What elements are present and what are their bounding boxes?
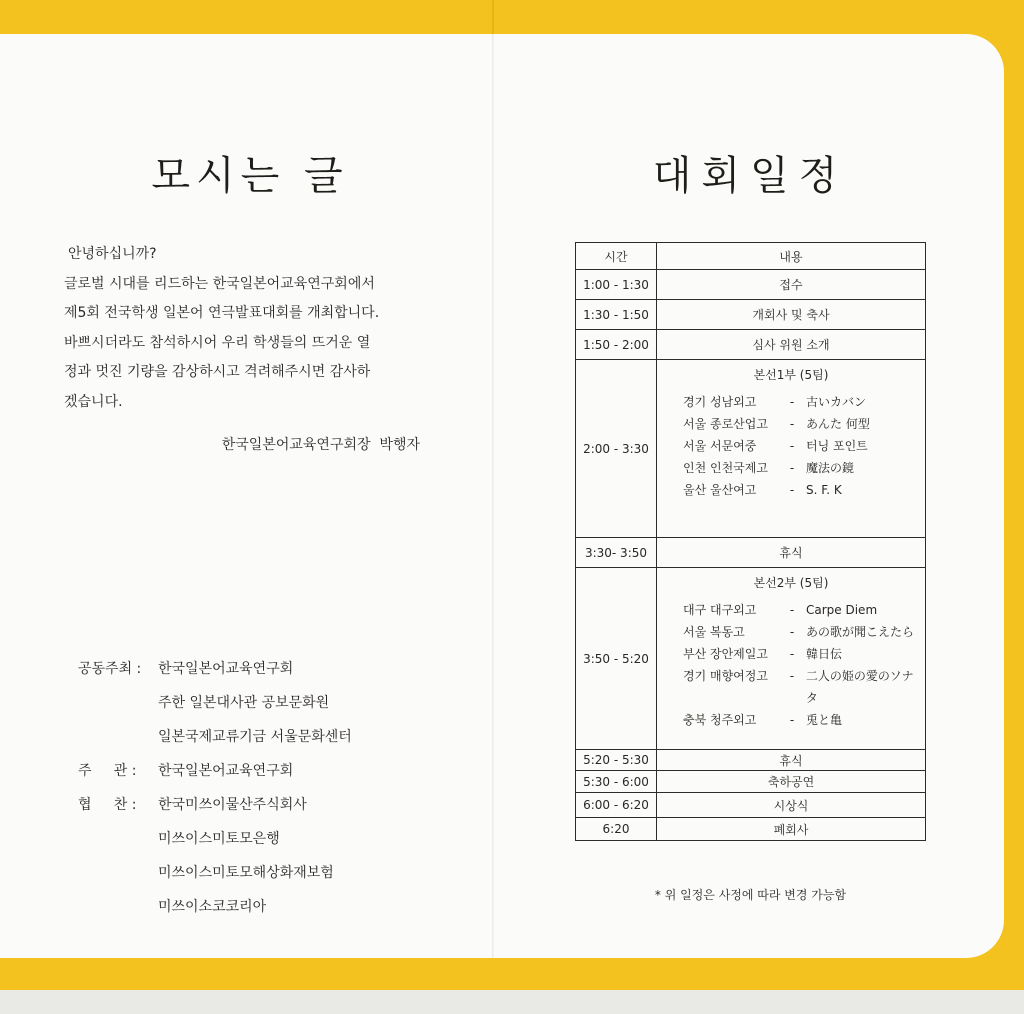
organizer-row-manager xyxy=(78,754,352,788)
organizer-value: 한국일본어교육연구회 xyxy=(158,763,294,779)
team-school: 서울 서문여중 xyxy=(683,439,757,453)
table-row xyxy=(576,818,926,841)
team-dash: - xyxy=(789,669,795,683)
row-time: 6:00 - 6:20 xyxy=(576,793,657,818)
organizer-value: 미쓰이소코코리아 xyxy=(158,899,267,915)
break1-row xyxy=(576,538,926,568)
team-entry xyxy=(683,479,925,501)
team-dash: - xyxy=(789,483,795,497)
organizer-label: 주 관 : xyxy=(78,763,137,779)
row-content: 접수 xyxy=(657,270,926,300)
organizer-value: 미쓰이스미토모해상화재보험 xyxy=(158,865,334,881)
team-school: 대구 대구외고 xyxy=(683,603,757,617)
team-entry xyxy=(683,709,925,731)
session2-time: 3:50 - 5:20 xyxy=(576,568,657,750)
team-entry xyxy=(683,435,925,457)
row-content: 개회사 및 축사 xyxy=(657,300,926,330)
row-time: 5:20 - 5:30 xyxy=(576,750,657,771)
brochure-page xyxy=(0,34,1004,958)
row-content: 휴식 xyxy=(657,538,926,568)
row-time: 6:20 xyxy=(576,818,657,841)
team-dash: - xyxy=(789,461,795,475)
fold-line-top xyxy=(492,0,494,34)
organizer-row-hosts xyxy=(78,652,352,754)
session1-time: 2:00 - 3:30 xyxy=(576,360,657,538)
row-content: 폐회사 xyxy=(657,818,926,841)
table-row xyxy=(576,270,926,300)
organizer-value: 주한 일본대사관 공보문화원 xyxy=(158,695,330,711)
session2-row xyxy=(576,568,926,750)
row-time: 1:00 - 1:30 xyxy=(576,270,657,300)
right-page-title: 대회일정 xyxy=(652,153,848,199)
greeting-text xyxy=(64,240,434,417)
organizer-label: 협 찬 : xyxy=(78,797,137,813)
row-time: 1:50 - 2:00 xyxy=(576,330,657,360)
team-dash: - xyxy=(789,417,795,431)
team-play: あんた 何型 xyxy=(806,417,870,431)
row-time: 5:30 - 6:00 xyxy=(576,771,657,793)
team-entry xyxy=(683,599,925,621)
organizer-label: 공동주최 : xyxy=(78,661,142,677)
left-page-title: 모시는 글 xyxy=(151,153,349,199)
team-school: 서울 복동고 xyxy=(683,625,745,639)
row-content: 휴식 xyxy=(657,750,926,771)
team-play: Carpe Diem xyxy=(806,603,878,617)
team-school: 부산 장안제일고 xyxy=(683,647,768,661)
session2-title: 본선2부 (5팀) xyxy=(753,576,829,590)
schedule-table xyxy=(575,242,926,841)
team-play: 터닝 포인트 xyxy=(806,439,868,453)
team-dash: - xyxy=(789,713,795,727)
greeting-line: 글로벌 시대를 리드하는 한국일본어교육연구회에서 xyxy=(64,275,375,292)
team-play: 魔法の鏡 xyxy=(806,461,855,475)
team-entry xyxy=(683,413,925,435)
team-dash: - xyxy=(789,395,795,409)
organizer-row-sponsors xyxy=(78,788,352,924)
row-time: 1:30 - 1:50 xyxy=(576,300,657,330)
table-row xyxy=(576,330,926,360)
team-entry xyxy=(683,457,925,479)
row-content: 축하공연 xyxy=(657,771,926,793)
team-play: 韓日伝 xyxy=(806,647,843,661)
team-play: あの歌が聞こえたら xyxy=(806,625,915,639)
header-time: 시간 xyxy=(576,243,657,270)
row-content: 시상식 xyxy=(657,793,926,818)
team-school: 충북 청주외고 xyxy=(683,713,757,727)
table-row xyxy=(576,793,926,818)
session1-row xyxy=(576,360,926,538)
team-entry xyxy=(683,621,925,643)
team-school: 인천 인천국제고 xyxy=(683,461,768,475)
team-entry xyxy=(683,643,925,665)
signature: 한국일본어교육연구회장 박행자 xyxy=(221,437,420,453)
schedule-note: * 위 일정은 사정에 따라 변경 가능함 xyxy=(654,888,847,902)
greeting-line: 바쁘시더라도 참석하시어 우리 학생들의 뜨거운 열 xyxy=(64,334,371,351)
organizer-value: 일본국제교류기금 서울문화센터 xyxy=(158,729,352,745)
greeting-line: 제5회 전국학생 일본어 연극발표대회를 개최합니다. xyxy=(64,305,380,321)
team-school: 울산 울산여고 xyxy=(683,483,757,497)
team-play: 古いカバン xyxy=(806,395,867,409)
table-row xyxy=(576,771,926,793)
team-play: S. F. K xyxy=(806,483,842,497)
organizer-value: 미쓰이스미토모은행 xyxy=(158,831,280,847)
team-play: 二人の姫の愛のソナタ xyxy=(805,669,914,705)
team-play: 兎と亀 xyxy=(806,713,843,727)
header-content: 내용 xyxy=(657,243,926,270)
table-header-row xyxy=(576,243,926,270)
team-entry xyxy=(683,665,925,709)
organizer-value: 한국미쓰이물산주식회사 xyxy=(158,797,307,813)
bottom-scan-edge xyxy=(0,990,1024,1014)
team-school: 경기 매향여정고 xyxy=(683,669,768,683)
row-time: 3:30- 3:50 xyxy=(576,538,657,568)
team-dash: - xyxy=(789,647,795,661)
table-row xyxy=(576,300,926,330)
greeting-line: 겠습니다. xyxy=(64,393,123,410)
organizer-value: 한국일본어교육연구회 xyxy=(158,661,294,677)
team-dash: - xyxy=(789,603,795,617)
greeting-line: 안녕하십니까? xyxy=(68,246,157,262)
greeting-line: 정과 멋진 기량을 감상하시고 격려해주시면 감사하 xyxy=(64,364,371,380)
team-school: 서울 종로산업고 xyxy=(683,417,768,431)
row-content: 심사 위원 소개 xyxy=(657,330,926,360)
session1-title: 본선1부 (5팀) xyxy=(753,368,829,382)
organizers xyxy=(78,652,352,924)
team-dash: - xyxy=(789,625,795,639)
team-dash: - xyxy=(789,439,795,453)
team-entry xyxy=(683,391,925,413)
team-school: 경기 성남외고 xyxy=(683,395,757,409)
table-row xyxy=(576,750,926,771)
